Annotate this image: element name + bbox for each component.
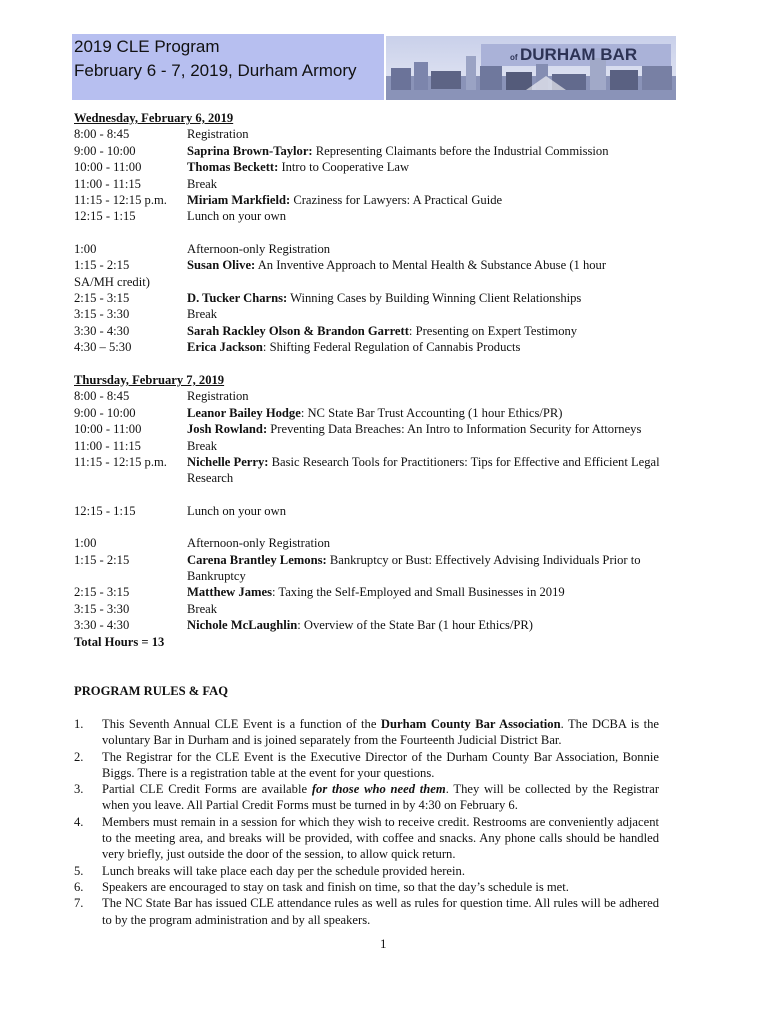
rule-number: 6. <box>74 879 84 894</box>
banner-logo-text: DURHAM BAR <box>520 45 638 64</box>
session-topic: Basic Research Tools for Practitioners: Tips for Effective and Efficient Legal Research <box>187 455 660 486</box>
session-title <box>187 552 684 585</box>
session-topic: Craziness for Lawyers: A Practical Guide <box>290 193 503 208</box>
session-topic: Registration <box>187 389 249 404</box>
session-time: 10:00 - 11:00 <box>74 422 142 437</box>
rule-item <box>74 781 659 814</box>
speaker-name: Thomas Beckett: <box>187 160 279 175</box>
session-time: 3:30 - 4:30 <box>74 323 130 338</box>
session-title <box>187 126 684 142</box>
session-topic: Break <box>187 307 218 322</box>
rule-number: 2. <box>74 749 84 764</box>
session-topic: An Inventive Approach to Mental Health & Substance Abuse (1 hour <box>255 258 607 273</box>
session-title <box>187 306 684 322</box>
schedule-row <box>74 257 684 273</box>
session-topic: Afternoon-only Registration <box>187 241 331 256</box>
speaker-name: Leanor Bailey Hodge <box>187 405 301 420</box>
rule-text <box>102 863 659 879</box>
session-time: 8:00 - 8:45 <box>74 127 130 142</box>
page-number: 1 <box>380 936 387 951</box>
speaker-name: D. Tucker Charns: <box>187 291 288 306</box>
speaker-name: Carena Brantley Lemons: <box>187 552 327 567</box>
session-time: 2:15 - 3:15 <box>74 585 130 600</box>
session-title <box>187 143 684 159</box>
rule-item <box>74 863 659 879</box>
schedule-row <box>74 617 684 633</box>
rule-text-part: . The DCBA is the voluntary Bar in Durham and is joined separately from the Fourteenth Judicial District Bar. <box>102 717 659 748</box>
banner-logo-prefix: of <box>510 53 518 62</box>
schedule-row <box>74 535 684 551</box>
speaker-name: Matthew James <box>187 585 272 600</box>
schedule-row <box>74 143 684 159</box>
speaker-name: Erica Jackson <box>187 340 263 355</box>
schedule-row <box>74 438 684 454</box>
rule-text <box>102 879 659 895</box>
rule-item <box>74 895 659 928</box>
rule-text-part: Partial CLE Credit Forms are available <box>102 782 312 797</box>
session-title <box>187 290 684 306</box>
session-topic: Lunch on your own <box>187 209 286 224</box>
session-title <box>187 192 684 208</box>
speaker-name: Saprina Brown-Taylor: <box>187 143 313 158</box>
session-topic: Registration <box>187 127 249 142</box>
session-topic: Representing Claimants before the Industrial Commission <box>312 143 609 158</box>
session-topic: : Shifting Federal Regulation of Cannabis Products <box>262 340 521 355</box>
schedule-row <box>74 241 684 257</box>
rule-number: 4. <box>74 814 84 829</box>
day-heading: Wednesday, February 6, 2019 <box>74 111 234 125</box>
rule-text <box>102 895 659 928</box>
schedule-row <box>74 192 684 208</box>
schedule-row <box>74 126 684 142</box>
session-time: 12:15 - 1:15 <box>74 503 136 518</box>
schedule-row <box>74 454 684 487</box>
program-title: 2019 CLE Program <box>74 37 220 56</box>
session-time: 3:15 - 3:30 <box>74 307 130 322</box>
program-subtitle: February 6 - 7, 2019, Durham Armory <box>74 61 357 80</box>
session-topic: Preventing Data Breaches: An Intro to Information Security for Attorneys <box>267 422 642 437</box>
rule-number: 1. <box>74 717 84 731</box>
rules-heading: PROGRAM RULES & FAQ <box>74 684 229 698</box>
schedule-row <box>74 584 684 600</box>
session-title <box>187 584 684 600</box>
rule-text-part: The Registrar for the CLE Event is the Executive Director of the Durham County Bar Association, Bonnie Biggs. There is a registration table at the event for your questions. <box>102 749 659 780</box>
schedule-row <box>74 405 684 421</box>
session-time: 11:15 - 12:15 p.m. <box>74 455 167 470</box>
rule-text-part: Members must remain in a session for which they wish to receive credit. Restrooms are conveniently adjacent to the meeting area, and breaks will be provided, with coffee and snacks. Any phone calls should be handled very briefly, just outside the door of the session, to allow quick return. <box>102 814 659 862</box>
session-topic: Break <box>187 438 218 453</box>
session-topic: Break <box>187 176 218 191</box>
session-title <box>187 388 684 404</box>
session-time: 11:00 - 11:15 <box>74 438 141 453</box>
speaker-name: Nichelle Perry: <box>187 455 269 470</box>
session-time: 11:15 - 12:15 p.m. <box>74 193 167 208</box>
session-title <box>187 601 684 617</box>
session-time: 11:00 - 11:15 <box>74 176 141 191</box>
session-time: 12:15 - 1:15 <box>74 209 136 224</box>
rule-text <box>102 814 659 863</box>
rule-text <box>102 749 659 782</box>
thursday-schedule <box>74 372 684 650</box>
session-title <box>187 241 684 257</box>
session-time: 10:00 - 11:00 <box>74 160 142 175</box>
session-topic: : Taxing the Self-Employed and Small Businesses in 2019 <box>271 585 565 600</box>
speaker-name: Nichole McLaughlin <box>187 618 298 633</box>
schedule-row <box>74 306 684 322</box>
session-time: 1:00 <box>74 241 97 256</box>
session-topic: Bankruptcy or Bust: Effectively Advising Individuals Prior to Bankruptcy <box>187 552 641 584</box>
session-topic: Intro to Cooperative Law <box>278 160 410 175</box>
session-topic: : Overview of the State Bar (1 hour Ethics/PR) <box>297 618 533 633</box>
session-time: 1:00 <box>74 536 97 551</box>
session-time: 9:00 - 10:00 <box>74 143 136 158</box>
rule-item <box>74 716 659 749</box>
speaker-name: Sarah Rackley Olson & Brandon Garrett <box>187 323 409 338</box>
rule-item <box>74 814 659 863</box>
rule-item <box>74 749 659 782</box>
rule-text-part: The NC State Bar has issued CLE attendance rules as well as rules for question time. All rules will be adhered to by the program administration and by all speakers. <box>102 896 659 927</box>
session-topic: Winning Cases by Building Winning Client Relationships <box>287 291 582 306</box>
session-topic: : NC State Bar Trust Accounting (1 hour Ethics/PR) <box>300 405 563 420</box>
session-title <box>187 208 684 224</box>
session-title <box>187 454 684 487</box>
session-title <box>187 438 684 454</box>
session-time: 3:15 - 3:30 <box>74 601 130 616</box>
session-time: 1:15 - 2:15 <box>74 258 130 273</box>
session-title <box>187 257 684 273</box>
session-title <box>187 159 684 175</box>
session-time: 9:00 - 10:00 <box>74 405 136 420</box>
session-title <box>187 421 684 437</box>
rule-text-part: Lunch breaks will take place each day per the schedule provided herein. <box>102 863 465 878</box>
session-title <box>187 339 684 355</box>
schedule-row <box>74 503 684 519</box>
schedule-row <box>74 421 684 437</box>
wednesday-schedule <box>74 110 684 356</box>
session-topic: Afternoon-only Registration <box>187 536 331 551</box>
session-time: 1:15 - 2:15 <box>74 552 130 567</box>
session-time: 3:30 - 4:30 <box>74 618 130 633</box>
speaker-name: Susan Olive: <box>187 258 256 273</box>
rule-text <box>102 716 659 749</box>
session-title <box>187 405 684 421</box>
session-title: Lunch on your own <box>187 503 286 518</box>
rule-text-part: This Seventh Annual CLE Event is a function of the <box>102 717 381 731</box>
schedule-row <box>74 208 684 224</box>
session-title <box>187 535 684 551</box>
session-title <box>187 323 684 339</box>
rule-emphasis: for those who need them <box>311 782 446 797</box>
rule-number: 7. <box>74 896 84 911</box>
session-time: 2:15 - 3:15 <box>74 291 130 306</box>
rule-number: 5. <box>74 863 84 878</box>
schedule-row <box>74 323 684 339</box>
schedule-row <box>74 339 684 355</box>
session-topic: Break <box>187 601 218 616</box>
session-topic: : Presenting on Expert Testimony <box>408 323 578 338</box>
total-hours: Total Hours = 13 <box>74 634 165 649</box>
rule-text <box>102 781 659 814</box>
rule-text-part: Speakers are encouraged to stay on task and finish on time, so that the day’s schedule is met. <box>102 879 569 894</box>
session-time: 8:00 - 8:45 <box>74 389 130 404</box>
rule-number: 3. <box>74 782 84 797</box>
session-title <box>187 176 684 192</box>
schedule-row <box>74 552 684 585</box>
rule-item <box>74 879 659 895</box>
session-title <box>187 617 684 633</box>
rule-text-part: . They will be collected by the Registrar when you leave. All Partial Credit Forms must be turned in by 4:30 on February 6. <box>102 782 660 813</box>
day-heading: Thursday, February 7, 2019 <box>74 373 225 387</box>
session-time: 4:30 – 5:30 <box>74 340 132 355</box>
skyline-image <box>386 36 676 100</box>
schedule-row <box>74 601 684 617</box>
schedule-row <box>74 290 684 306</box>
rule-emphasis: Durham County Bar Association <box>380 717 561 731</box>
rules-list <box>74 716 659 928</box>
session-topic-continued: SA/MH credit) <box>74 274 150 289</box>
schedule-row <box>74 388 684 404</box>
durham-bar-banner <box>386 36 676 100</box>
speaker-name: Josh Rowland: <box>187 422 268 437</box>
schedule-row <box>74 176 684 192</box>
schedule-row <box>74 159 684 175</box>
speaker-name: Miriam Markfield: <box>187 193 291 208</box>
